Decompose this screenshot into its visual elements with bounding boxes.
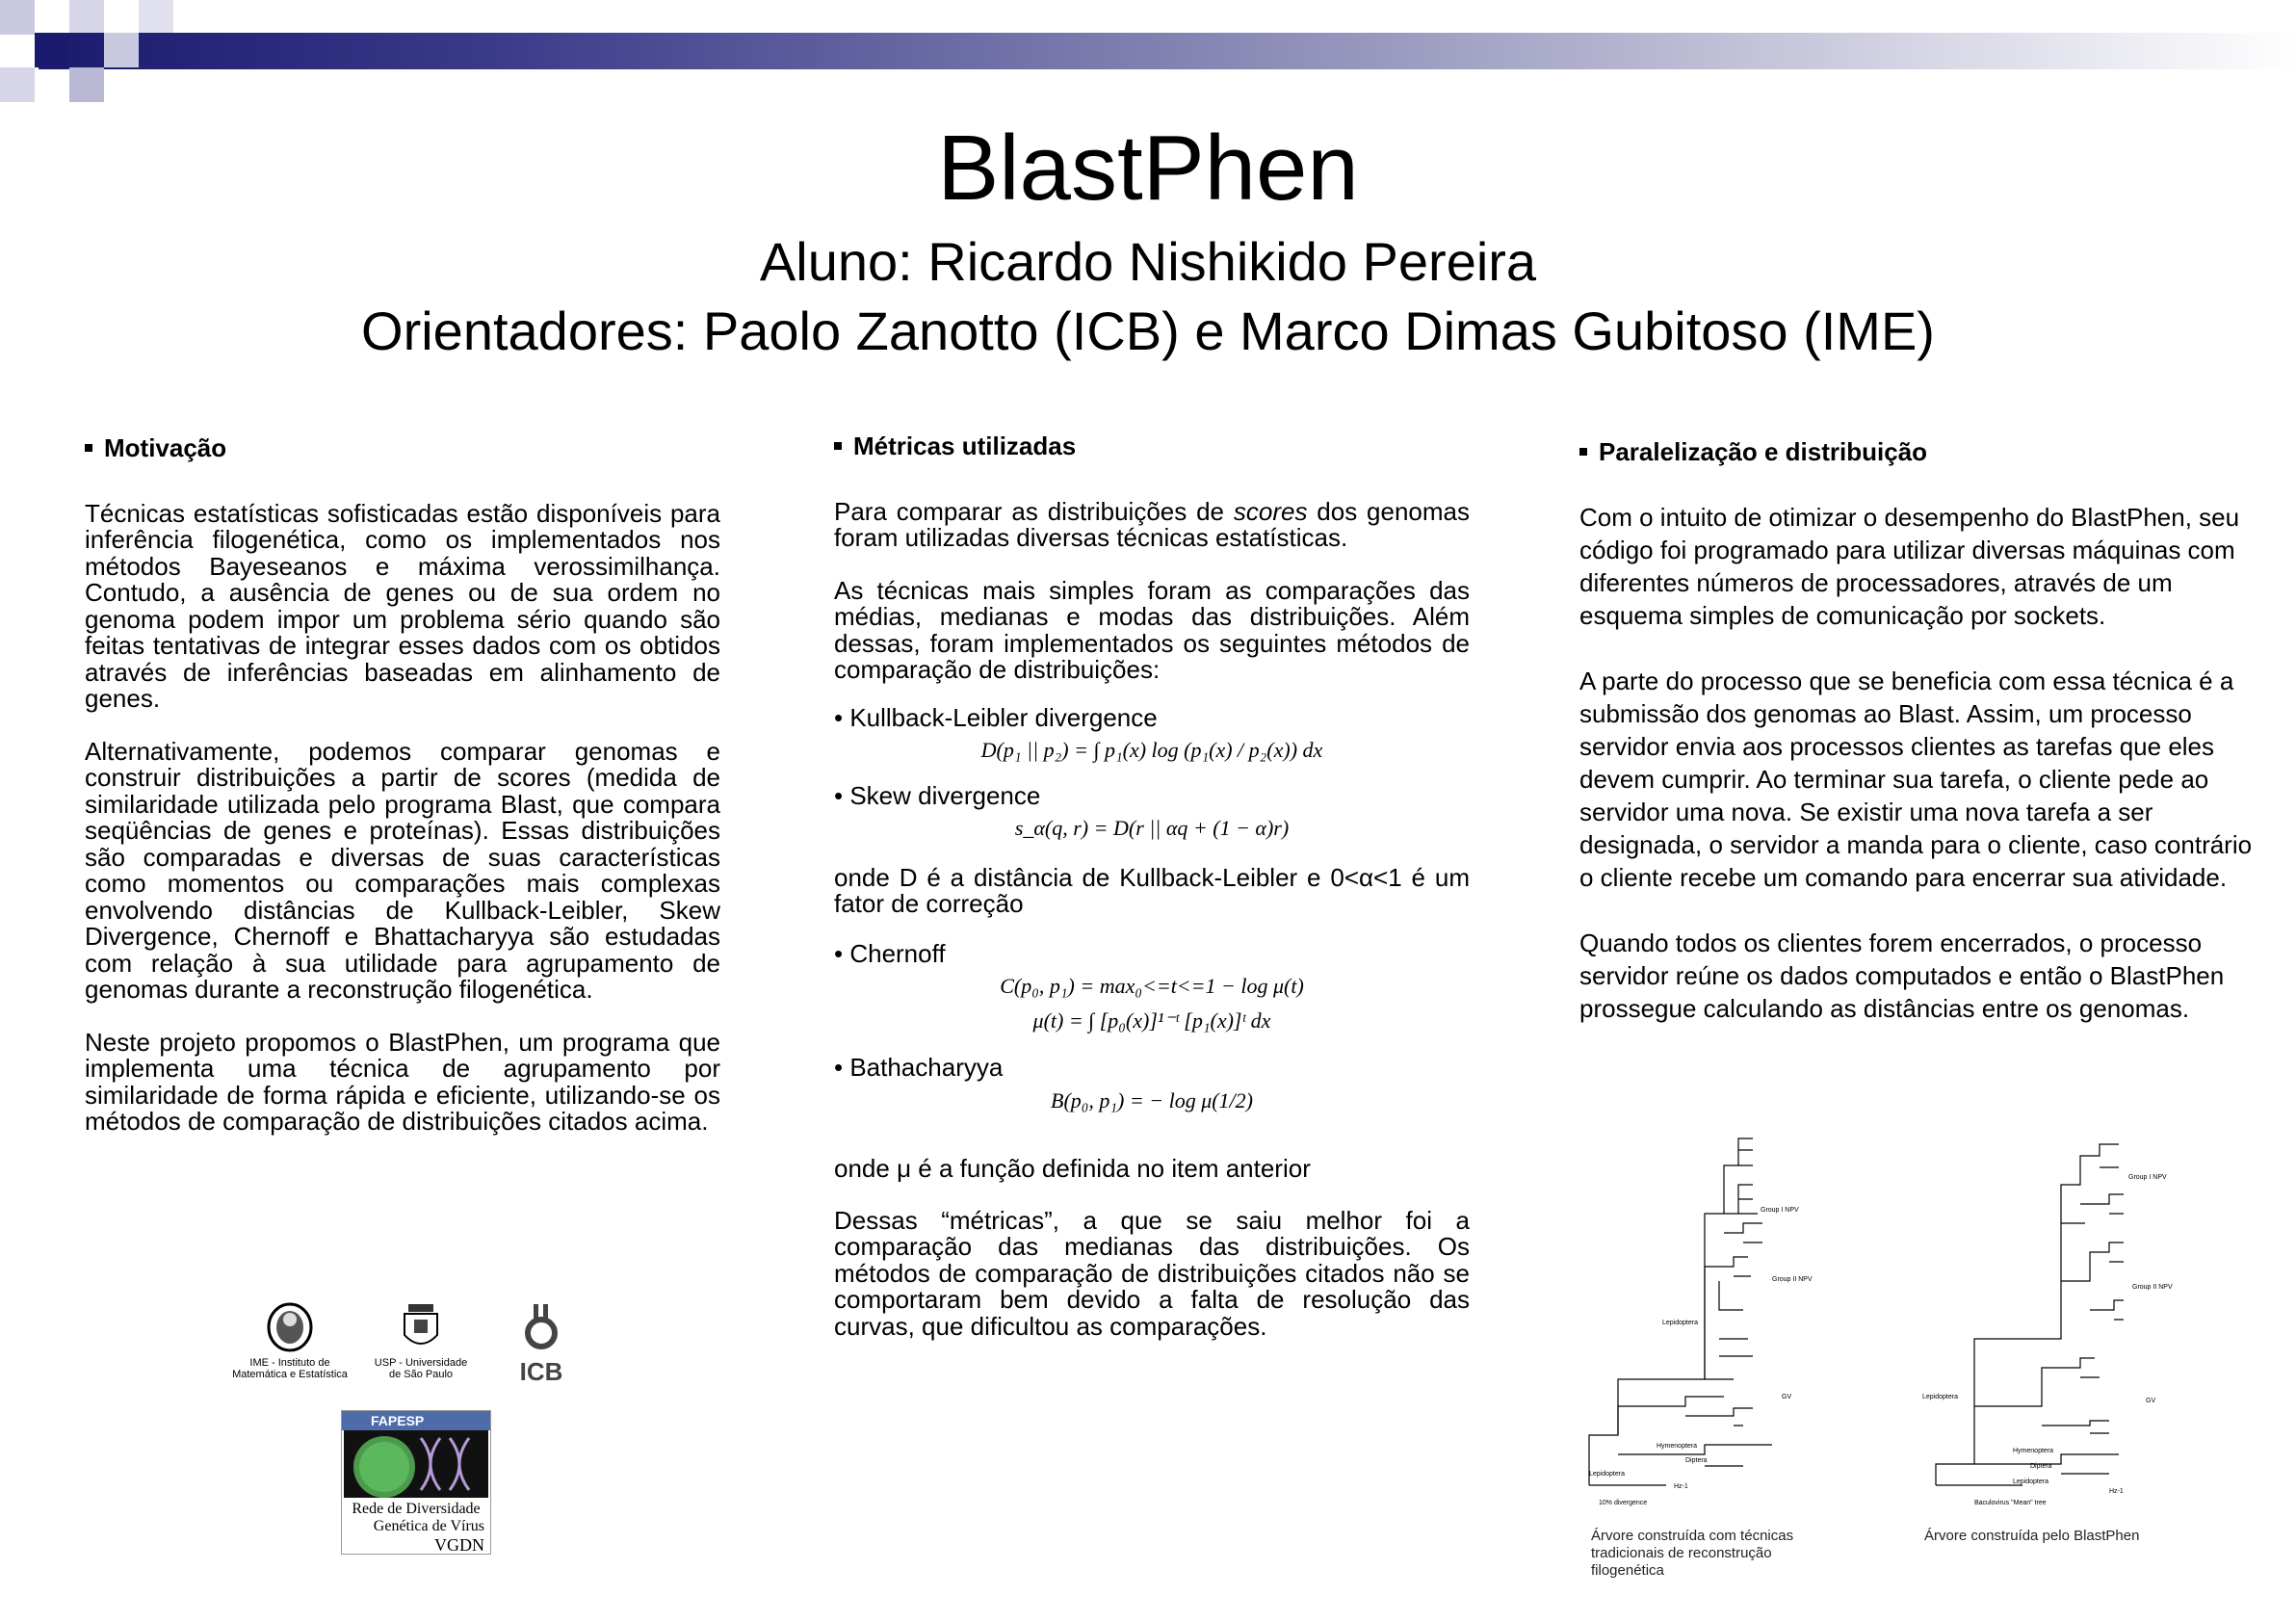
poster-title: BlastPhen [937,117,1359,220]
usp-logo [368,1300,474,1380]
metric-label: • Chernoff [834,938,946,968]
ime-logo [227,1302,352,1380]
group1-label: Group I NPV [2128,1174,2167,1181]
paragraph: onde μ é a função definida no item anterior [834,1154,1311,1183]
decor-square [0,67,35,102]
intro-text: dos genomas foram utilizadas diversas técnicas estatísticas. [834,496,1471,552]
tree-caption-left: Árvore construída com técnicas tradicionais de reconstrução filogenética [1591,1528,1794,1579]
decor-square [69,67,104,102]
motivacao-section [85,435,720,1162]
tree-caption-right: Árvore construída pelo BlastPhen [1924,1528,2140,1544]
tree-branches [1936,1144,2124,1485]
group2-label: Group II NPV [2132,1284,2173,1291]
root-label: Baculovirus "Mean" tree [1974,1500,2047,1506]
paralelizacao-heading: Paralelização e distribuição [1599,437,1928,466]
icb-logo [509,1302,574,1384]
section-heading [1579,435,2254,468]
decor-square [35,33,69,67]
metric-label: • Bathacharyya [834,1053,1004,1082]
paragraph: Neste projeto propomos o BlastPhen, um programa que implementa uma técnica de agrupamento por similaridade de forma rápida e eficiente, utilizando-se os métodos de comparação de distribuições citados acima. [85,1027,720,1136]
virus-dna-icon [344,1430,488,1498]
paragraph [834,496,1471,552]
chernoff-equation: C(p₀, p₁) = max₀<=t<=1 − log μ(t) [1000,974,1304,998]
vgdn-line1: Rede de Diversidade [352,1501,481,1517]
intro-text: Para comparar as distribuições de [834,496,1234,526]
fapesp-banner: FAPESP [342,1411,490,1430]
decor-square [0,0,35,35]
metric-label: • Skew divergence [834,780,1041,810]
mu-equation: μ(t) = ∫ [p₀(x)]¹⁻ᵗ [p₁(x)]ᵗ dx [1032,1007,1271,1033]
scale-label: 10% divergence [1599,1500,1648,1506]
section-heading [85,435,720,462]
paralelizacao-section [1579,435,2254,1058]
vgdn-logo [341,1410,491,1555]
hymenoptera-label: Hymenoptera [2013,1448,2054,1454]
tree-branches [1589,1138,1772,1485]
motivacao-heading: Motivação [104,433,227,462]
metric-label: • Kullback-Leibler divergence [834,702,1158,732]
group2-label: Group II NPV [1772,1276,1813,1283]
paragraph: As técnicas mais simples foram as comparações das médias, medianas e modas das distribuições. Além dessas, foram implementados os seguintes métodos de comparação de distribuições: [834,575,1470,684]
lepidoptera-root-label: Lepidoptera [2013,1478,2048,1485]
paragraph: Com o intuito de otimizar o desempenho do BlastPhen, seu código foi programado para utilizar diversas máquinas com diferentes números de processadores, através de um esquema simples de comunicação por sockets. [1579,503,2240,630]
diptera-label: Diptera [1685,1457,1708,1464]
square-bullet-icon [834,442,842,450]
metricas-heading: Métricas utilizadas [853,432,1077,460]
ime-emblem-icon [266,1302,314,1354]
vgdn-line2: Genética de Vírus [373,1518,484,1534]
kl-equation: D(p₁ || p₂) = ∫ p₁(x) log (p₁(x) / p₂(x)) dx [980,738,1323,762]
vgdn-line3: VGDN [434,1535,484,1555]
student-name: Aluno: Ricardo Nishikido Pereira [759,231,1537,292]
intro-emphasis: scores [1233,496,1308,526]
ime-caption: IME - Instituto de Matemática e Estatística [232,1357,348,1380]
paragraph: Quando todos os clientes forem encerrados, o processo servidor reúne os dados computados e então o BlastPhen prossegue calculando as distâncias entre os genomas. [1579,929,2225,1023]
bhattacharyya-equation: B(p₀, p₁) = − log μ(1/2) [1051,1087,1253,1112]
usp-crest-icon [399,1300,443,1354]
usp-caption: USP - Universidade de São Paulo [374,1357,468,1380]
skew-equation: s_α(q, r) = D(r || αq + (1 − α)r) [1014,816,1290,840]
decor-square [69,0,104,33]
paragraph: Técnicas estatísticas sofisticadas estão disponíveis para inferência filogenética, como os implementados nos métodos Bayeseanos e máxima verossimilhança. Contudo, a ausência de genes ou de sua ordem no genoma podem impor um problema sério quando são feitas tentativas de integrar esses dados com os obtidos através de inferências baseadas em alinhamento de genes. [85,498,720,713]
group1-label: Group I NPV [1761,1207,1799,1214]
section-heading [834,433,1470,460]
paragraph: A parte do processo que se beneficia com essa técnica é a submissão dos genomas ao Blast. Assim, um processo servidor envia aos processos clientes as tarefas que eles devem cumprir. Ao terminar sua tarefa, o cliente pede ao servidor uma nova. Se existir uma nova tarefa a ser designada, o servidor a manda para o cliente, caso contrário o cliente recebe um comando para encerrar sua atividade. [1579,667,2253,892]
diptera-label: Diptera [2030,1463,2052,1470]
lepidoptera-label: Lepidoptera [1662,1320,1698,1326]
decor-square [139,0,173,33]
traditional-tree-figure [1579,1127,1859,1512]
header-gradient-band [39,33,2296,69]
gv-label: GV [2146,1398,2156,1404]
hz1-label: Hz-1 [2109,1488,2124,1495]
advisors: Orientadores: Paolo Zanotto (ICB) e Marco Dimas Gubitoso (IME) [361,301,1935,361]
metricas-section [834,433,1470,1366]
square-bullet-icon [85,444,92,452]
paragraph: Dessas “métricas”, a que se saiu melhor foi a comparação das medianas das distribuições. Os métodos de comparação de distribuições citados não se comportaram bem devido a falta de resolução das curvas, que dificultou as comparações. [834,1205,1470,1341]
paragraph: onde D é a distância de Kullback-Leibler e 0<α<1 é um fator de correção [834,862,1470,918]
hz1-label: Hz-1 [1674,1483,1688,1490]
blastphen-tree-figure [1917,1127,2196,1512]
paragraph: Alternativamente, podemos comparar genomas e construir distribuições a partir de scores (medida de similaridade utilizada pelo programa Blast, que compara seqüências de genes e proteínas). Essas distribuições são comparadas e diversas de suas características como momentos ou comparações mais complexas envolvendo distâncias de Kullback-Leibler, Skew Divergence, Chernoff e Bhattacharyya são estudadas com relação à sua utilidade para agrupamento de genomas durante a reconstrução filogenética. [85,736,720,1004]
lepidoptera-root-label: Lepidoptera [1589,1471,1625,1478]
hymenoptera-label: Hymenoptera [1657,1443,1698,1450]
square-bullet-icon [1579,448,1587,456]
icb-flask-icon [512,1302,570,1356]
lepidoptera-label: Lepidoptera [1922,1394,1958,1400]
icb-caption: ICB [519,1357,563,1386]
gv-label: GV [1782,1394,1792,1400]
decor-square [104,33,139,67]
